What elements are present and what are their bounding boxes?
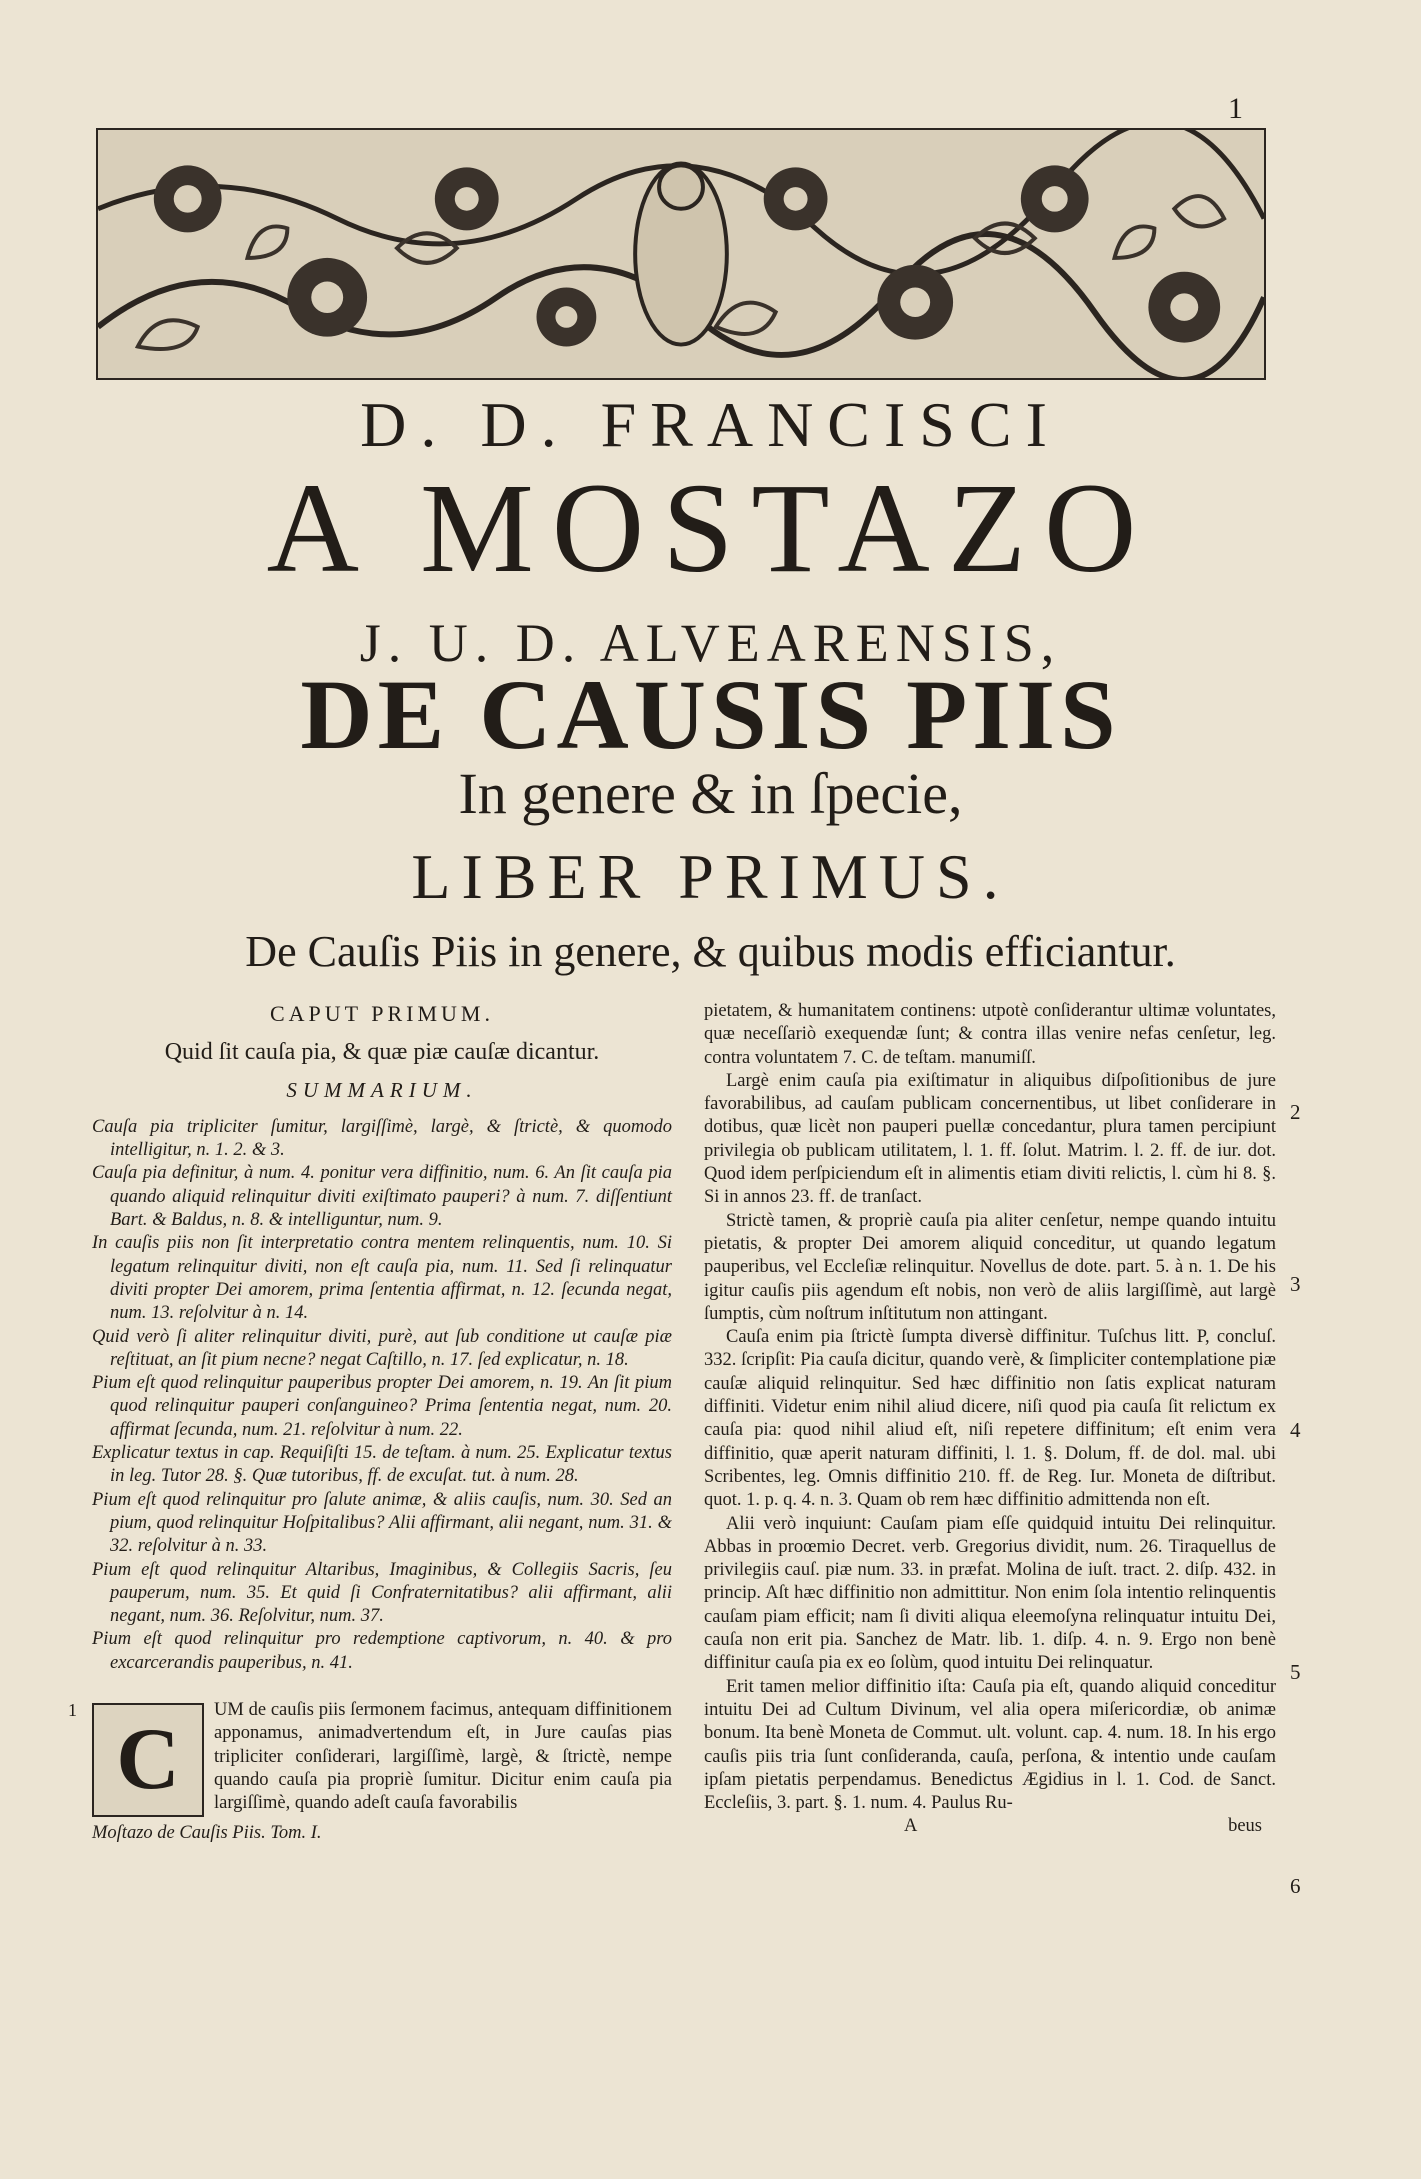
book-subtitle: In genere & in ſpecie, <box>458 761 963 826</box>
book-title: DE CAUSIS PIIS <box>300 659 1121 770</box>
signature-mark: A <box>904 1816 918 1837</box>
opening-text: UM de cauſis piis ſermonem facimus, antequam diffinitionem apponamus, animadvertendum eſt, in Jure cauſas pias tripliciter conſiderari, largiſſimè, largè, & ſtrictè, nempe quando cauſa pia propriè ſumitur. Dicitur enim cauſa pia largiſſimè, quando adeſt cauſa favorabilis <box>214 1700 672 1814</box>
margin-number: 2 <box>1290 1100 1301 1124</box>
left-column <box>68 1000 672 1845</box>
page-footer: Moſtazo de Cauſis Piis. Tom. I. <box>92 1822 322 1843</box>
summary-item: Pium eſt quod relinquitur pro ſalute animæ, & aliis cauſis, num. 30. Sed an pium, quod relinquitur Hoſpitalibus? Alii affirmant, alii negant, num. 31. & 32. reſolvitur à n. 33. <box>92 1489 672 1557</box>
summary-item: Cauſa pia definitur, à num. 4. ponitur vera diffinitio, num. 6. An ſit cauſa pia quando aliquid relinquitur diviti exiſtimato pauperi? à num. 7. diſſentiunt Bart. & Baldus, n. 8. & intelliguntur, num. 9. <box>92 1163 672 1231</box>
margin-number: 4 <box>1290 1418 1301 1442</box>
author-name: A MOSTAZO <box>266 457 1155 599</box>
margin-number: 3 <box>1290 1272 1301 1296</box>
author-prefix: D. D. FRANCISCI <box>360 389 1061 460</box>
chapter-heading: CAPUT PRIMUM. <box>270 1001 494 1026</box>
body-paragraph: Largè enim cauſa pia exiſtimatur in aliquibus diſpoſitionibus de jure favorabilibus, ad cauſam publicam concernentibus, ut libet conſiderare in dotibus, quæ licèt non pauperi puellæ concedantur, plura tamen percipiunt privilegia ob publicam utilitatem, l. 1. ff. ſolut. Matrim. l. 2. ff. de iur. dot. Quod idem perſpiciendum eſt in alimentis etiam diviti relictis, l. cùm hi 8. §. Si in annos 23. ff. de tranſact. <box>704 1070 1276 1208</box>
book-part-subtitle: De Cauſis Piis in genere, & quibus modis efficiantur. <box>245 927 1176 976</box>
ornamental-headpiece <box>96 128 1266 380</box>
summary-item: Pium eſt quod relinquitur Altaribus, Imaginibus, & Collegiis Sacris, ſeu pauperum, num. 35. Et quid ſi Confraternitatibus? alii affirmant, alii negant, num. 36. Reſolvitur, num. 37. <box>92 1559 672 1627</box>
body-paragraph: Alii verò inquiunt: Cauſam piam eſſe quidquid intuitu Dei relinquitur. Abbas in proœmio Decret. verb. Gregorius dividit, num. 26. Tiraquellus de privilegiis cauſ. piæ num. 33. in præfat. Molina de iuſt. tract. 2. diſp. 432. in princip. Aſt hæc diffinitio non admittitur. Non enim ſola intentio relinquentis cauſam piam efficit; nam ſi diviti aliqua eleemoſyna relinquatur intuitu Dei, cauſa non erit pia. Sanchez de Matr. lib. 1. diſp. 4. n. 9. Ergo non benè diffinitur cauſa pia ex eo ſolùm, quod intuitu Dei relinquatur. <box>704 1513 1276 1674</box>
body-paragraph: Cauſa enim pia ſtrictè ſumpta diversè diffinitur. Tuſchus litt. P, concluſ. 332. ſcripſit: Pia cauſa dicitur, quando verè, & ſimpliciter contemplatione piæ cauſæ aliquid relinquitur. Sed hæc diffinitio non ſatis explicat naturam diffiniti. Videtur enim nihil aliud dicere, niſi quod pia cauſa ſit relictum ex cauſa pia: quod nihil aliud eſt, niſi repetere diffinitum; eſt enim vera diffinitio, quæ aperit naturam diffiniti, l. 1. §. Dolum, ff. de dol. mal. ubi Scribentes, leg. Omnis diffinitio 210. ff. de Reg. Iur. Moneta de diſtribut. quot. 1. p. q. 4. n. 3. Quam ob rem hæc diffinitio admittenda non eſt. <box>704 1327 1276 1511</box>
margin-number: 5 <box>1290 1660 1301 1684</box>
summary-item: Explicatur textus in cap. Requiſiſti 15. de teſtam. à num. 25. Explicatur textus in leg. Tutor 28. §. Quæ tutoribus, ff. de excuſat. tut. à num. 28. <box>92 1443 672 1487</box>
author-degree: J. U. D. ALVEARENSIS, <box>359 613 1062 673</box>
summary-item: Cauſa pia tripliciter ſumitur, largiſſimè, largè, & ſtrictè, & quomodo intelligitur, n. 1. 2. & 3. <box>92 1116 672 1161</box>
chapter-question: Quid ſit cauſa pia, & quæ piæ cauſæ dicantur. <box>164 1039 600 1066</box>
summary-item: Pium eſt quod relinquitur pauperibus propter Dei amorem, n. 19. An ſit pium quod relinquitur pauperi conſanguineo? Prima ſententia negat, num. 20. affirmat ſecunda, num. 21. reſolvitur à num. 22. <box>92 1373 672 1440</box>
margin-number: 1 <box>68 1700 77 1721</box>
drop-cap-initial: C <box>92 1703 204 1817</box>
opening-paragraph <box>68 1699 672 1815</box>
catchword: beus <box>1228 1816 1262 1837</box>
body-paragraph: Erit tamen melior diffinitio iſta: Cauſa pia eſt, quando aliquid conceditur intuitu Dei ad Cultum Divinum, vel alia opera miſericordiæ, ob animæ bonum. Ita benè Moneta de Commut. ult. volunt. cap. 4. num. 18. In his ergo cauſis piis tria ſunt conſideranda, cauſa, perſona, & intentio unde cauſam ipſam pietatis perpendamus. Benedictus Ægidius in l. 1. Cod. de Sanct. Eccleſiis, 3. part. §. 1. num. 4. Paulus Ru- <box>704 1676 1276 1814</box>
book-part: LIBER PRIMUS. <box>411 841 1010 912</box>
summary-heading: SUMMARIUM. <box>286 1077 478 1102</box>
page-catchline <box>704 1815 1276 1838</box>
summary-item: Pium eſt quod relinquitur pro redemptione captivorum, n. 40. & pro excarcerandis pauperibus, n. 41. <box>92 1629 672 1673</box>
right-column <box>704 1000 1276 1839</box>
summary-item: Quid verò ſi aliter relinquitur diviti, purè, aut ſub conditione ut cauſæ piæ reſtituat, an ſit pium necne? negat Caſtillo, n. 17. ſed explicatur, n. 18. <box>92 1326 672 1370</box>
floral-ornament-icon <box>98 130 1264 378</box>
page-number: 1 <box>1228 92 1243 125</box>
summary-item: In cauſis piis non ſit interpretatio contra mentem relinquentis, num. 10. Si legatum relinquitur diviti, non eſt cauſa pia, num. 11. Sed ſi relinquatur diviti propter Dei amorem, prima ſententia affirmat, n. 12. ſecunda negat, num. 13. reſolvitur à n. 14. <box>92 1233 672 1324</box>
body-paragraph: Strictè tamen, & propriè cauſa pia aliter cenſetur, nempe quando intuitu pietatis, & propter Dei amorem aliquid conceditur, ut quando legatum pauperibus, vel Eccleſiæ relinquitur. Novellus de dote. part. 5. à n. 1. De his igitur cauſis piis agendum eſt nobis, non verò de aliis largiſſimè, aut largè ſumptis, cùm noſtrum inſtitutum non attingant. <box>704 1210 1276 1324</box>
body-paragraph: pietatem, & humanitatem continens: utpotè conſiderantur ultimæ voluntates, quæ neceſſariò exequendæ ſunt; & contra illas venire nefas cenſetur, leg. contra voluntatem 7. C. de teſtam. manumiſſ. <box>704 1001 1276 1068</box>
margin-number: 6 <box>1290 1874 1301 1898</box>
